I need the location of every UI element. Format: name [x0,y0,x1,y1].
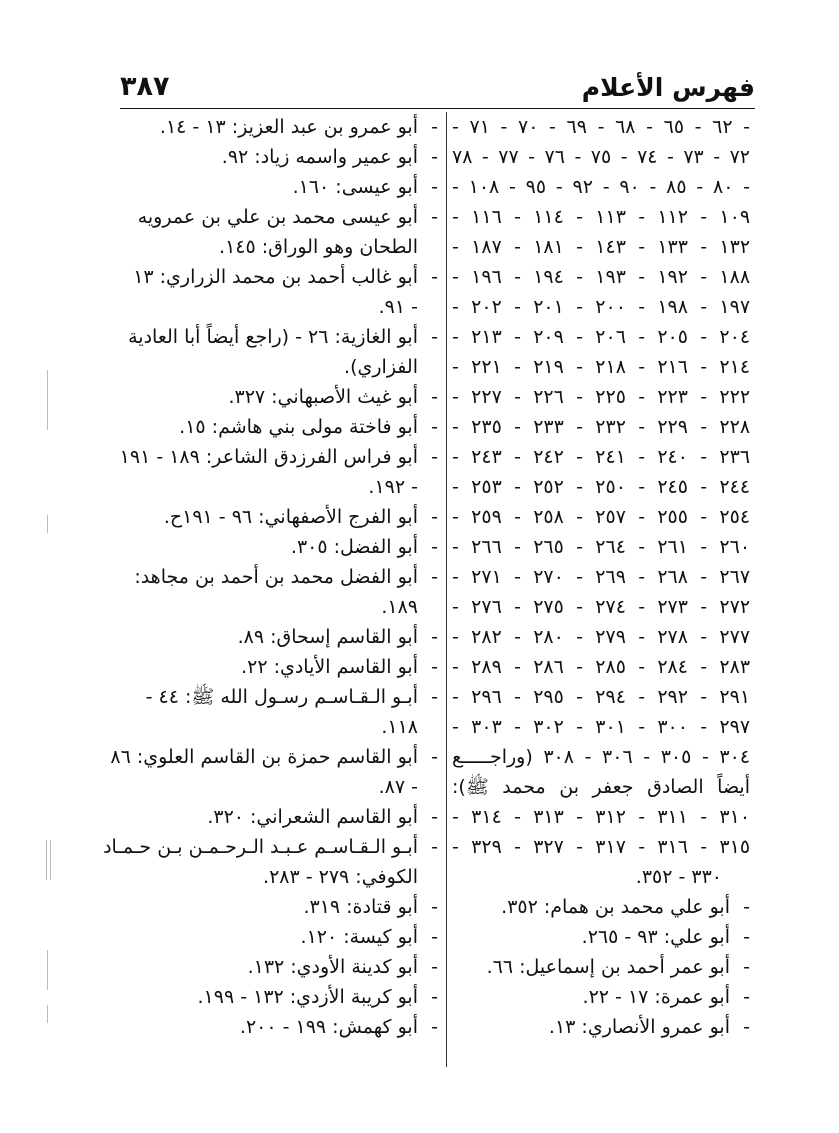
page-ref-line: ١٨٨ - ١٩٢ - ١٩٣ - ١٩٤ - ١٩٦ - [452,266,751,288]
page-ref-line: ٣٠٤ - ٣٠٥ - ٣٠٦ - ٣٠٨ (وراجـــــع [452,746,751,768]
entry-name: أبو عمرو الأنصاري: ١٣. [548,1016,730,1038]
page-ref-line: ٢٩١ - ٢٩٢ - ٢٩٤ - ٢٩٥ - ٢٩٦ - [452,686,751,708]
entry-name: أبو الفرج الأصفهاني: ٩٦ - ١٩١ح. [163,506,418,528]
entry-name: أبو عمرو بن عبد العزيز: ١٣ - ١٤. [159,116,418,138]
margin-mark [47,1005,48,1023]
entry-name: أبو عمرة: ١٧ - ٢٢. [582,986,730,1008]
entry-dash: - [431,146,438,168]
entry-name: أبـو الـقـاسـم رسـول الله ﷺ: ٤٤ - [145,686,418,708]
entry-name: أبو علي محمد بن همام: ٣٥٢. [501,896,730,918]
entry-dash: - [431,266,438,288]
entry-name: أبو كهمش: ١٩٩ - ٢٠٠. [239,1016,418,1038]
entry-name: أبو القاسم الشعراني: ٣٢٠. [207,806,418,828]
index-entry [128,202,438,262]
entry-dash: - [431,206,438,228]
index-entry [452,952,750,982]
entry-dash: - [431,116,438,138]
entry-name: أبو القاسم الأيادي: ٢٢. [241,656,418,678]
entry-dash: - [431,896,438,918]
entry-name: أبـو الـقـاسـم عـبـد الـرحـمـن بـن حـمـاد [103,836,418,858]
entry-name: أبو الفضل: ٣٠٥. [290,536,418,558]
index-column-left [103,112,438,1042]
entry-dash: - [743,986,750,1008]
entry-name: أبو غالب أحمد بن محمد الزراري: ١٣ [133,266,418,288]
entry-dash: - [431,626,438,648]
entry-dash: - [431,836,438,858]
page-ref-line: ١٣٢ - ١٣٣ - ١٤٣ - ١٨١ - ١٨٧ - [452,236,751,258]
page-ref-line: ١٠٩ - ١١٢ - ١١٣ - ١١٤ - ١١٦ - [452,206,751,228]
page-ref-line: ٢٣٦ - ٢٤٠ - ٢٤١ - ٢٤٢ - ٢٤٣ - [452,446,751,468]
index-entry [128,172,438,202]
index-entry [128,322,438,382]
entry-dash: - [743,956,750,978]
index-entry [119,442,438,502]
entry-dash: - [431,926,438,948]
entry-name: أبو فراس الفرزدق الشاعر: ١٨٩ - ١٩١ [119,446,418,468]
entry-dash: - [431,656,438,678]
entry-dash: - [431,176,438,198]
page-ref-line: ٣١٥ - ٣١٦ - ٣١٧ - ٣٢٧ - ٣٢٩ - [452,836,751,858]
entry-name: أبو عمر أحمد بن إسماعيل: ٦٦. [486,956,730,978]
page-ref-line: ٢٤٤ - ٢٤٥ - ٢٥٠ - ٢٥٢ - ٢٥٣ - [452,476,751,498]
page-ref-line: ٣٣٠ - ٣٥٢. [635,866,722,888]
page-ref-line: ٢١٤ - ٢١٦ - ٢١٨ - ٢١٩ - ٢٢١ - [452,356,751,378]
index-entry [128,262,438,322]
entry-dash: - [431,1016,438,1038]
page-ref-line: - ٦٢ - ٦٥ - ٦٨ - ٦٩ - ٧٠ - ٧١ - [452,116,751,138]
page-ref-line: ٢٧٧ - ٢٧٨ - ٢٧٩ - ٢٨٠ - ٢٨٢ - [452,626,751,648]
margin-mark [46,840,47,880]
page-ref-line: ٢٢٨ - ٢٢٩ - ٢٣٢ - ٢٣٣ - ٢٣٥ - [452,416,751,438]
entry-dash: - [431,686,438,708]
entry-continuation: - ١٩٢. [368,476,418,498]
page-header [120,62,755,109]
index-entry [452,982,750,1012]
entry-name: أبو فاختة مولى بني هاشم: ١٥. [179,416,418,438]
index-entry [128,892,438,922]
page-ref-line: ١٩٧ - ١٩٨ - ٢٠٠ - ٢٠١ - ٢٠٢ - [452,296,751,318]
index-entry [128,532,438,562]
index-entry [128,652,438,682]
entry-dash: - [431,746,438,768]
margin-mark [47,370,48,430]
entry-continuation: الفزاري). [344,356,418,378]
entry-dash: - [431,446,438,468]
entry-continuation: ١٨٩. [381,596,418,618]
index-entry [128,142,438,172]
entry-name: أبو عمير واسمه زياد: ٩٢. [221,146,418,168]
entry-dash: - [431,566,438,588]
entry-name: أبو كريبة الأزدي: ١٣٢ - ١٩٩. [197,986,418,1008]
page-ref-line: - ٨٠ - ٨٥ - ٩٠ - ٩٢ - ٩٥ - ١٠٨ - [452,176,751,198]
entry-continuation: الكوفي: ٢٧٩ - ٢٨٣. [263,866,418,888]
page-ref-line: ٢٦٠ - ٢٦١ - ٢٦٤ - ٢٦٥ - ٢٦٦ - [452,536,751,558]
entry-name: أبو كيسة: ١٢٠. [300,926,418,948]
margin-mark [47,950,48,990]
entry-dash: - [431,536,438,558]
index-entry [128,112,438,142]
entry-dash: - [743,1016,750,1038]
index-entry [103,832,438,892]
entry-dash: - [431,806,438,828]
index-entry [128,562,438,622]
page-number: ٣٨٧ [120,71,170,102]
index-entry [128,952,438,982]
entry-name: أبو قتادة: ٣١٩. [303,896,418,918]
entry-dash: - [431,386,438,408]
index-entry [128,412,438,442]
entry-dash: - [431,416,438,438]
index-entry [128,502,438,532]
entry-name: أبو الفضل محمد بن أحمد بن مجاهد: [134,566,418,588]
index-entry [110,742,438,802]
index-entry [452,922,750,952]
index-entry [128,622,438,652]
entry-name: أبو القاسم إسحاق: ٨٩. [237,626,418,648]
page-ref-line: ٢٧٢ - ٢٧٣ - ٢٧٤ - ٢٧٥ - ٢٧٦ - [452,596,751,618]
page-title: فهرس الأعلام [581,73,755,102]
page-ref-line: ٧٢ - ٧٣ - ٧٤ - ٧٥ - ٧٦ - ٧٧ - ٧٨ [452,146,751,168]
entry-continuation: ١١٨. [381,716,418,738]
entry-name: أبو القاسم حمزة بن القاسم العلوي: ٨٦ [110,746,418,768]
page-ref-line: ٣١٠ - ٣١١ - ٣١٢ - ٣١٣ - ٣١٤ - [452,806,751,828]
entry-dash: - [431,506,438,528]
entry-continuation: الطحان وهو الوراق: ١٤٥. [219,236,418,258]
margin-mark [47,515,48,533]
entry-name: أبو عيسى: ١٦٠. [292,176,418,198]
page-ref-line: ٢٢٢ - ٢٢٣ - ٢٢٥ - ٢٢٦ - ٢٢٧ - [452,386,751,408]
entry-dash: - [743,896,750,918]
entry-name: أبو علي: ٩٣ - ٢٦٥. [581,926,730,948]
entry-name: أبو غيث الأصبهاني: ٣٢٧. [228,386,418,408]
entry-name: أبو عيسى محمد بن علي بن عمرويه [137,206,418,228]
page-ref-line: ٢٩٧ - ٣٠٠ - ٣٠١ - ٣٠٢ - ٣٠٣ - [452,716,751,738]
index-entry [128,982,438,1012]
entry-dash: - [431,986,438,1008]
index-entry [452,1012,750,1042]
index-entry [128,1012,438,1042]
index-column-right [452,112,750,1042]
margin-mark [50,840,51,880]
page-ref-line: ٢٥٤ - ٢٥٥ - ٢٥٧ - ٢٥٨ - ٢٥٩ - [452,506,751,528]
entry-continuation: - ٨٧. [378,776,418,798]
page-ref-line: أيضاً الصادق جعفر بن محمد ﷺ): [452,776,750,798]
entry-continuation: - ٩١. [378,296,418,318]
index-entry [128,802,438,832]
entry-dash: - [431,956,438,978]
column-divider [446,112,447,1067]
entry-name: أبو كدينة الأودي: ١٣٢. [247,956,418,978]
page-ref-line: ٢٦٧ - ٢٦٨ - ٢٦٩ - ٢٧٠ - ٢٧١ - [452,566,751,588]
page-ref-line: ٢٠٤ - ٢٠٥ - ٢٠٦ - ٢٠٩ - ٢١٣ - [452,326,751,348]
index-entry [128,682,438,742]
page-ref-line: ٢٨٣ - ٢٨٤ - ٢٨٥ - ٢٨٦ - ٢٨٩ - [452,656,751,678]
entry-dash: - [431,326,438,348]
index-entry [128,382,438,412]
index-entry [452,892,750,922]
index-entry [128,922,438,952]
entry-name: أبو الغازية: ٢٦ - (راجع أيضاً أبا العادية [128,326,418,348]
entry-dash: - [743,926,750,948]
